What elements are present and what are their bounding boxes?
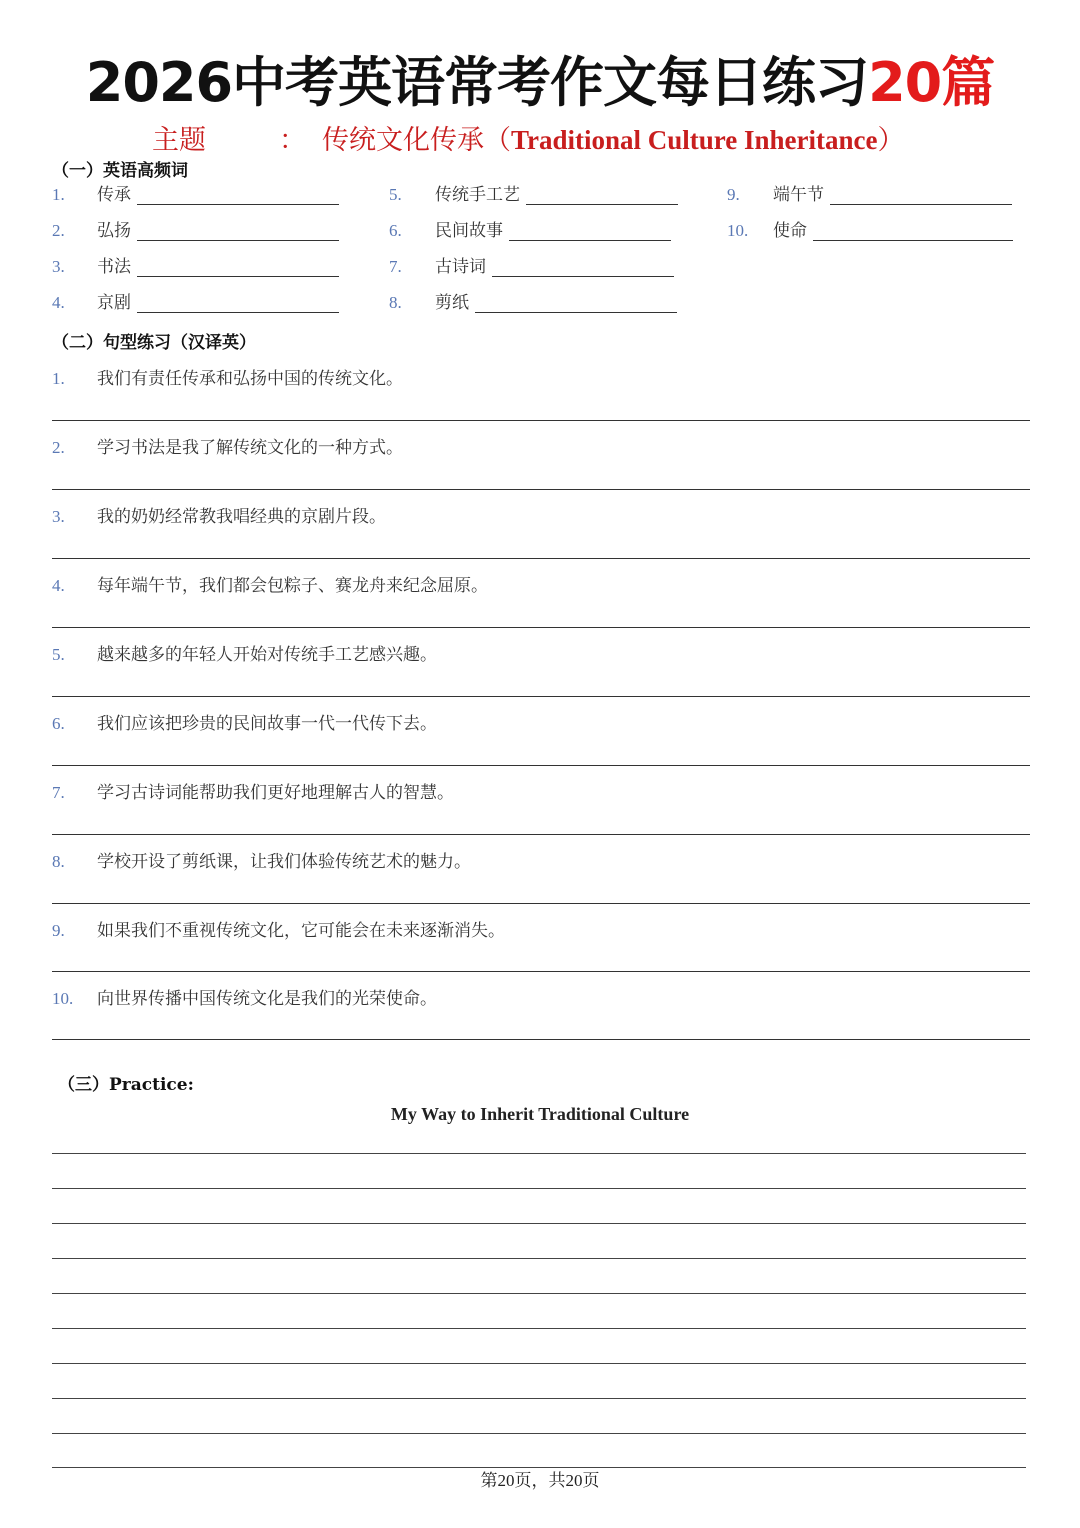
sentence-text: 我们有责任传承和弘扬中国的传统文化。 <box>97 369 403 389</box>
writing-line[interactable] <box>52 1223 1026 1224</box>
sentence-item <box>52 984 437 1009</box>
vocab-item <box>389 252 674 276</box>
page-title-main: 2026中考英语常考作文每日练习 <box>85 51 869 114</box>
theme-english: Traditional Culture Inheritance <box>511 125 878 155</box>
vocab-answer-blank[interactable] <box>137 186 339 205</box>
sentence-answer-line[interactable] <box>52 420 1030 421</box>
vocab-item <box>52 180 339 204</box>
theme-close: ） <box>877 125 905 156</box>
sentence-text: 越来越多的年轻人开始对传统手工艺感兴趣。 <box>97 645 437 665</box>
sentence-number: 6. <box>52 714 65 733</box>
vocab-item <box>389 180 678 204</box>
sentence-answer-line[interactable] <box>52 696 1030 697</box>
sentence-text: 我的奶奶经常教我唱经典的京剧片段。 <box>97 507 386 527</box>
vocab-number: 5. <box>389 185 402 204</box>
sentence-number: 2. <box>52 438 65 457</box>
writing-line[interactable] <box>52 1188 1026 1189</box>
essay-title: My Way to Inherit Traditional Culture <box>390 1104 690 1124</box>
vocab-item <box>389 216 671 240</box>
sentence-answer-line[interactable] <box>52 971 1030 972</box>
sentence-item <box>52 571 488 596</box>
vocab-item <box>389 288 677 312</box>
vocab-number: 10. <box>727 221 749 240</box>
vocab-number: 7. <box>389 257 402 276</box>
vocab-number: 8. <box>389 293 402 312</box>
sentence-text: 学习书法是我了解传统文化的一种方式。 <box>97 438 403 458</box>
sentence-answer-line[interactable] <box>52 765 1030 766</box>
sentence-number: 10. <box>52 989 74 1008</box>
theme-chinese: 传统文化传承（ <box>322 125 511 156</box>
sentence-number: 7. <box>52 783 65 802</box>
vocab-answer-blank[interactable] <box>509 222 671 241</box>
vocab-answer-blank[interactable] <box>137 222 339 241</box>
sentence-item <box>52 433 403 458</box>
page-title-highlight: 20篇 <box>868 51 995 114</box>
sentence-text: 向世界传播中国传统文化是我们的光荣使命。 <box>97 989 437 1009</box>
sentence-text: 学习古诗词能帮助我们更好地理解古人的智慧。 <box>97 783 454 803</box>
vocab-answer-blank[interactable] <box>137 258 339 277</box>
sentence-answer-line[interactable] <box>52 627 1030 628</box>
vocab-number: 3. <box>52 257 65 276</box>
sentence-number: 1. <box>52 369 65 388</box>
sentence-answer-line[interactable] <box>52 903 1030 904</box>
theme-label: 主题 <box>152 125 206 156</box>
writing-line[interactable] <box>52 1153 1026 1154</box>
sentence-number: 9. <box>52 921 65 940</box>
theme-line <box>152 118 905 157</box>
vocab-word: 传承 <box>97 185 131 205</box>
sentence-number: 5. <box>52 645 65 664</box>
writing-line[interactable] <box>52 1293 1026 1294</box>
sentence-item <box>52 709 437 734</box>
vocab-number: 9. <box>727 185 740 204</box>
vocab-word: 京剧 <box>97 293 131 313</box>
vocab-item <box>727 180 1012 204</box>
vocab-word: 书法 <box>97 257 131 277</box>
theme-separator: ： <box>279 125 306 156</box>
vocab-answer-blank[interactable] <box>475 294 677 313</box>
section-vocab-heading: （一）英语高频词 <box>52 161 188 181</box>
vocab-answer-blank[interactable] <box>830 186 1012 205</box>
sentence-text: 学校开设了剪纸课，让我们体验传统艺术的魅力。 <box>97 852 471 872</box>
vocab-word: 端午节 <box>773 185 824 205</box>
writing-line[interactable] <box>52 1258 1026 1259</box>
vocab-word: 传统手工艺 <box>435 185 520 205</box>
sentence-text: 如果我们不重视传统文化，它可能会在未来逐渐消失。 <box>97 921 505 941</box>
vocab-word: 古诗词 <box>435 257 486 277</box>
page-footer: 第20页，共20页 <box>480 1471 600 1490</box>
vocab-number: 1. <box>52 185 65 204</box>
writing-line[interactable] <box>52 1398 1026 1399</box>
vocab-word: 民间故事 <box>435 221 503 241</box>
writing-line[interactable] <box>52 1363 1026 1364</box>
sentence-item <box>52 778 454 803</box>
sentence-item <box>52 847 471 872</box>
sentence-item <box>52 916 505 941</box>
vocab-number: 6. <box>389 221 402 240</box>
sentence-answer-line[interactable] <box>52 1039 1030 1040</box>
vocab-item <box>52 252 339 276</box>
vocab-number: 2. <box>52 221 65 240</box>
sentence-answer-line[interactable] <box>52 558 1030 559</box>
vocab-word: 剪纸 <box>435 293 469 313</box>
section-practice-heading: （三）Practice: <box>58 1075 194 1095</box>
vocab-answer-blank[interactable] <box>813 222 1013 241</box>
sentence-number: 8. <box>52 852 65 871</box>
sentence-answer-line[interactable] <box>52 489 1030 490</box>
vocab-item <box>727 216 1013 240</box>
vocab-number: 4. <box>52 293 65 312</box>
sentence-item <box>52 502 386 527</box>
sentence-text: 每年端午节，我们都会包粽子、赛龙舟来纪念屈原。 <box>97 576 488 596</box>
vocab-item <box>52 216 339 240</box>
vocab-answer-blank[interactable] <box>526 186 678 205</box>
writing-line[interactable] <box>52 1433 1026 1434</box>
page-title <box>0 40 1080 117</box>
vocab-answer-blank[interactable] <box>137 294 339 313</box>
vocab-word: 使命 <box>773 221 807 241</box>
vocab-item <box>52 288 339 312</box>
sentence-answer-line[interactable] <box>52 834 1030 835</box>
section-sentence-heading: （二）句型练习（汉译英） <box>52 333 256 353</box>
vocab-word: 弘扬 <box>97 221 131 241</box>
sentence-number: 4. <box>52 576 65 595</box>
sentence-text: 我们应该把珍贵的民间故事一代一代传下去。 <box>97 714 437 734</box>
writing-line[interactable] <box>52 1328 1026 1329</box>
vocab-answer-blank[interactable] <box>492 258 674 277</box>
sentence-item <box>52 364 403 389</box>
sentence-number: 3. <box>52 507 65 526</box>
sentence-item <box>52 640 437 665</box>
